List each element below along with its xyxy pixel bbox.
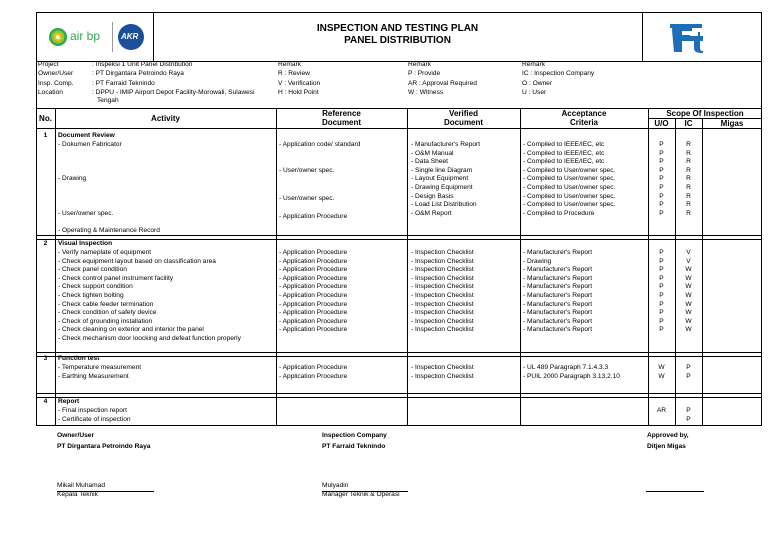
section-3-activity: - Temperature measurement - Earthing Measurement xyxy=(58,364,142,380)
col-scope: Scope Of Inspection xyxy=(666,109,744,118)
section-3-reference: - Application Procedure - Application Procedure xyxy=(279,364,348,380)
section-1-title: Document Review xyxy=(58,132,115,139)
remark-review: Remark R : Review V : Verification H : Hold Point xyxy=(278,61,321,96)
page-title: INSPECTION AND TESTING PLAN PANEL DISTRIBUTION xyxy=(316,23,479,46)
section-1-activity: - Dokumen Fabricator - Drawing - User/owner spec. - Operating & Maintenance Record xyxy=(58,141,160,234)
signature-approved: Approved by, Ditjen Migas xyxy=(647,432,689,450)
akr-logo xyxy=(118,24,144,50)
col-uo: U/O xyxy=(654,119,669,128)
section-3-acceptance: - UL 489 Paragraph 7.1.4.3.3 - PUIL 2000 Paragraph 3.13,2.10 xyxy=(523,364,620,380)
ic-signatory-name: Mulyadin xyxy=(322,482,349,489)
section-4-uo: AR xyxy=(656,407,667,414)
insp-label: Insp. Comp. xyxy=(38,80,74,88)
section-4-ic: P P xyxy=(686,407,691,423)
owner-signatory-role: Kepala Teknik xyxy=(57,490,98,498)
section-1-ic: R R R R R R R R R xyxy=(686,141,691,217)
project-value: : Inspeksi 1 Unit Panel Distribution xyxy=(92,61,193,68)
info-values xyxy=(92,61,255,106)
col-no: No. xyxy=(39,114,52,123)
section-4-activity: - Final inspection report - Certificate of inspection xyxy=(58,407,131,423)
signature-inspection-company: Inspection Company PT Farraid Teknindo xyxy=(322,432,387,450)
section-1-acceptance: - Compiled to IEEE/IEC, etc - Compiled to IEEE/IEC, etc - Compiled to IEEE/IEC, etc - Compiled to User/owner spec. - Compiled to User/owner spec. - Compiled to User/owner spec. - Compiled to User/owner spec. - Compiled to User/owner spec. - Compiled to Procedure xyxy=(523,141,616,217)
location-value: : DPPU - IMIP Airport Depot Facility-Morowali, Sulawesi xyxy=(92,88,255,96)
col-verified: Verified Document xyxy=(443,109,484,127)
section-2-ic: V V W W W W W W W W xyxy=(685,249,692,334)
section-3-ic: P P xyxy=(686,364,691,380)
section-1-no: 1 xyxy=(43,132,48,139)
ft-logo xyxy=(668,22,704,54)
section-4-title: Report xyxy=(58,398,80,405)
section-1-uo: P P P P P P P P P xyxy=(659,141,664,217)
airbp-logo xyxy=(48,26,110,48)
col-acceptance: Acceptance Criteria xyxy=(561,109,607,127)
ft-logo-icon xyxy=(668,22,704,54)
location-label: Location xyxy=(38,88,63,96)
section-3-title: Function test xyxy=(58,355,100,362)
col-reference: Reference Document xyxy=(321,109,362,127)
col-activity: Activity xyxy=(151,114,180,123)
section-2-uo: P P P P P P P P P P xyxy=(659,249,664,334)
section-2-reference: - Application Procedure - Application Procedure - Application Procedure - Application Procedure - Application Procedure - Application Procedure - Application Procedure - Application Procedure - Application Procedure - Application Procedure xyxy=(279,249,348,334)
col-ic: IC xyxy=(684,119,693,128)
section-3-uo: W W xyxy=(658,364,665,380)
section-2-verified: - Inspection Checklist - Inspection Checklist - Inspection Checklist - Inspection Checklist - Inspection Checklist - Inspection Checklist - Inspection Checklist - Inspection Checklist - Inspection Checklist - Inspection Checklist xyxy=(411,249,474,334)
ic-signatory-role: Manager Teknik & Operasi xyxy=(322,490,400,498)
project-label: Project xyxy=(38,61,59,68)
owner-value: : PT Dirgantara Petroindo Raya xyxy=(92,69,184,77)
airbp-helios-icon xyxy=(48,27,68,47)
airbp-logo-text: air bp xyxy=(70,29,101,43)
itp-document: air bp AKR INSPECTION AND TESTING PLAN PANEL DISTRIBUTION Project Owner/User Insp. Comp. Location : Inspeksi 1 Unit Panel Distribution : PT Dirgantara Petroindo Raya : PT Farraid Teknindo : DPPU - IMIP Airport Depot Facility-Morowali, Sulawesi Tengah Remark R : Review V : Verification H : Hold Point Remark P : Provide AR : Approval Required W : Witness Remark IC : Inspection Company O : Owner U : User No. Activity Reference Document Verified Document Acceptance Criteria Scope Of Inspection U/O IC Migas 1 Document Review - Dokumen Fabricator - Drawing - User/owner spec. - Operating & Maintenance Record - Application code/ standard - User/owner spec. - User/owner spec. - Application Procedure - Manufacturer's Report - O&M Manual - Data Sheet - Single line Diagram - Layout Equipment - Drawing Equipment - Design Basis - Load List Distribution - O&M Report - Compiled to IEEE/IEC, etc - Compiled to IEEE/IEC, etc - Compiled to IEEE/IEC, etc - Compiled to User/owner spec. - Compiled to User/owner spec. - Compiled to User/owner spec. - Compiled to User/owner spec. - Compiled to User/owner spec. - Compiled to Procedure P P P P P P P P P R R R R R R R R R 2 Visual Inspection - Verify nameplate of equipment - Check equipment layout based on classification area - Check panel condition - Check control panel instrument facility - Check support condition - Check tighten bolting - Check cable feeder termination - Check condition of safety device - Check of grounding installation - Check cleaning on exterior and interior the panel - Check mechanism door loocking and defeat function properly - Application Procedure - Application Procedure - Application Procedure - Application Procedure - Application Procedure - Application Procedure - Application Procedure - Application Procedure - Application Procedure - Application Procedure - Inspection Checklist - Inspection Checklist - Inspection Checklist - Inspection Checklist - Inspection Checklist - Inspection Checklist - Inspection Checklist - Inspection Checklist - Inspection Checklist - Inspection Checklist - Manufacturer's Report - Drawing - Manufacturer's Report - Manufacturer's Report - Manufacturer's Report - Manufacturer's Report - Manufacturer's Report - Manufacturer's Report - Manufacturer's Report - Manufacturer's Report P P P P P P P P P P V V W W W W W W W W 3 Function test - Temperature measurement - Earthing Measurement - Application Procedure - Application Procedure - Inspection Checklist - Inspection Checklist - UL 489 Paragraph 7.1.4.3.3 - PUIL 2000 Paragraph 3.13,2.10 W W P P 4 Report - Final inspection report - Certificate of inspection AR P P Owner/User PT Dirgantara Petroindo Raya Inspection Company PT Farraid Teknindo Approved by, Ditjen Migas Mikail Muhamad Kepala Teknik Mulyadin Manager Teknik & Operasi xyxy=(0,0,768,543)
akr-logo-text: AKR xyxy=(121,32,139,41)
section-2-acceptance: - Manufacturer's Report - Drawing - Manufacturer's Report - Manufacturer's Report - Manufacturer's Report - Manufacturer's Report - Manufacturer's Report - Manufacturer's Report - Manufacturer's Report - Manufacturer's Report xyxy=(523,249,593,334)
section-3-no: 3 xyxy=(43,355,48,362)
section-1-verified: - Manufacturer's Report - O&M Manual - Data Sheet - Single line Diagram - Layout Equipment - Drawing Equipment - Design Basis - Load List Distribution - O&M Report xyxy=(411,141,481,217)
info-labels xyxy=(38,61,74,97)
section-3-verified: - Inspection Checklist - Inspection Checklist xyxy=(411,364,474,380)
section-2-no: 2 xyxy=(43,240,48,247)
remark-provide: Remark P : Provide AR : Approval Required W : Witness xyxy=(408,61,477,96)
section-2-title: Visual Inspection xyxy=(58,240,113,247)
section-4-no: 4 xyxy=(43,398,48,405)
owner-signatory-name: Mikail Muhamad xyxy=(57,482,106,489)
owner-label: Owner/User xyxy=(38,69,74,77)
remark-company: Remark IC : Inspection Company O : Owner U : User xyxy=(522,61,595,96)
section-2-activity: - Verify nameplate of equipment - Check equipment layout based on classification area - Check panel condition - Check control panel instrument facility - Check support condition - Check tighten bolting - Check cable feeder termination - Check condition of safety device - Check of grounding installation - Check cleaning on exterior and interior the panel - Check mechanism door loocking and defeat function properly xyxy=(58,249,241,342)
approved-signature-line xyxy=(646,491,704,492)
signature-owner: Owner/User PT Dirgantara Petroindo Raya xyxy=(57,432,151,450)
col-migas: Migas xyxy=(720,119,744,128)
location-value-2: Tengah xyxy=(97,97,119,105)
insp-value: : PT Farraid Teknindo xyxy=(92,80,155,88)
